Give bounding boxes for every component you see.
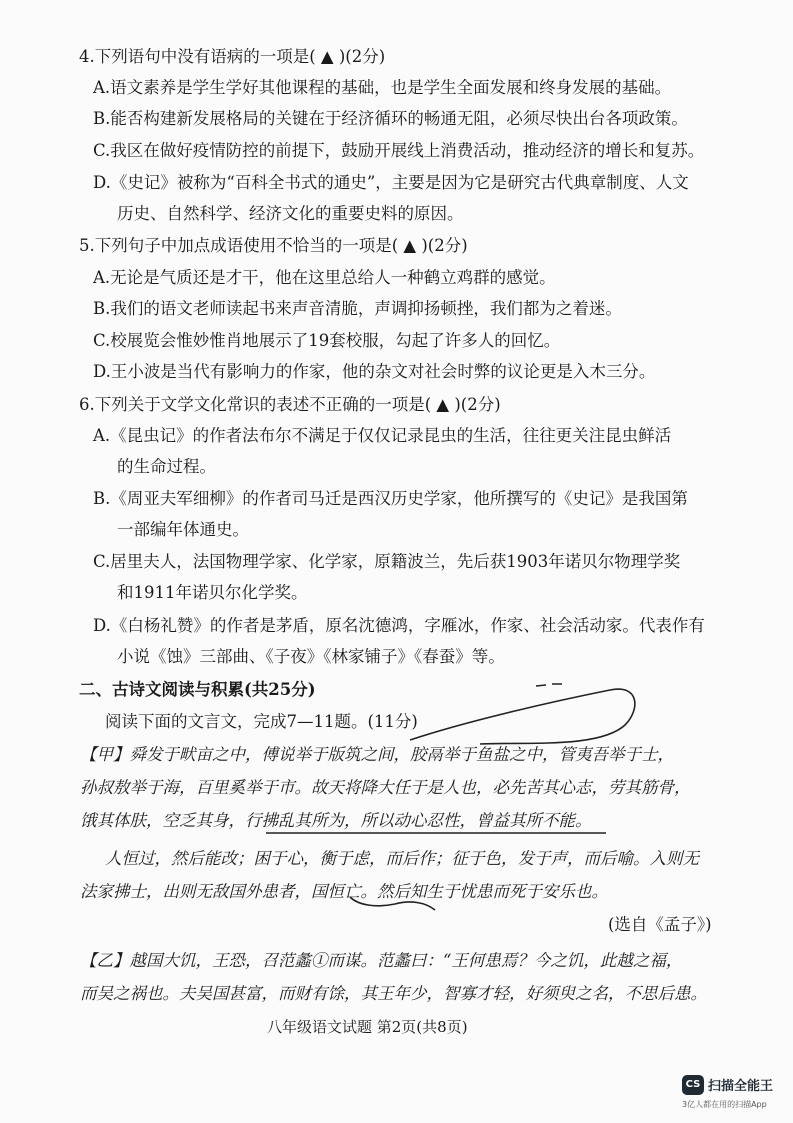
q6-option-b-line1: B.《周亚夫军细柳》的作者司马迁是西汉历史学家，他所撰写的《史记》是我国第 xyxy=(93,489,688,508)
q4-option-a: A.语文素养是学生学好其他课程的基础，也是学生全面发展和终身发展的基础。 xyxy=(93,78,672,97)
scanner-tagline: 3亿人都在用的扫描App xyxy=(682,1100,767,1109)
q5-stem: 5.下列句子中加点成语使用不恰当的一项是( ▲ )(2分) xyxy=(79,236,468,255)
passage-jia-line1: 【甲】舜发于畎亩之中，傅说举于版筑之间，胶鬲举于鱼盐之中，管夷吾举于士， xyxy=(80,745,674,764)
q5-option-b: B.我们的语文老师读起书来声音清脆，声调抑扬顿挫，我们都为之着迷。 xyxy=(93,299,622,318)
q6-option-b-line2: 一部编年体通史。 xyxy=(117,520,249,539)
scanner-app-name: 扫描全能王 xyxy=(708,1079,774,1094)
q4-option-c: C.我区在做好疫情防控的前提下，鼓励开展线上消费活动，推动经济的增长和复苏。 xyxy=(93,141,705,160)
scanner-logo-icon: CS xyxy=(682,1075,704,1095)
q4-stem: 4.下列语句中没有语病的一项是( ▲ )(2分) xyxy=(79,47,386,66)
section2-heading: 二、古诗文阅读与积累(共25分) xyxy=(79,680,316,699)
q5-option-d: D.王小波是当代有影响力的作家，他的杂文对社会时弊的议论更是入木三分。 xyxy=(93,362,656,381)
scanner-watermark xyxy=(682,1073,792,1117)
q4-option-d-line1: D.《史记》被称为“百科全书式的通史”，主要是因为它是研究古代典章制度、人文 xyxy=(93,173,689,192)
passage-jia-line5: 法家拂士，出则无敌国外患者，国恒亡。然后知生于忧患而死于安乐也。 xyxy=(80,882,608,901)
passage-jia-line2: 孙叔敖举于海，百里奚举于市。故天将降大任于是人也，必先苦其心志，劳其筋骨， xyxy=(80,778,691,797)
passage-yi-line2: 而吴之祸也。夫吴国甚富，而财有馀，其王年少，智寡才轻，好须臾之名，不思后患。 xyxy=(80,984,707,1003)
q5-option-c: C.校展览会惟妙惟肖地展示了19套校服，勾起了许多人的回忆。 xyxy=(93,331,561,350)
section2-instruction: 阅读下面的文言文，完成7—11题。(11分) xyxy=(105,712,418,731)
q6-option-c-line2: 和1911年诺贝尔化学奖。 xyxy=(117,583,308,602)
page-footer: 八年级语文试题 第2页(共8页) xyxy=(267,1018,468,1036)
passage-jia-line4: 人恒过，然后能改；困于心，衡于虑，而后作；征于色，发于声，而后喻。入则无 xyxy=(105,849,699,868)
q6-option-a-line1: A.《昆虫记》的作者法布尔不满足于仅仅记录昆虫的生活，往往更关注昆虫鲜活 xyxy=(93,426,672,445)
q6-option-c-line1: C.居里夫人，法国物理学家、化学家，原籍波兰，先后获1903年诺贝尔物理学奖 xyxy=(93,552,681,571)
q4-option-b: B.能否构建新发展格局的关键在于经济循环的畅通无阻，必须尽快出台各项政策。 xyxy=(93,109,688,128)
q4-option-d-line2: 历史、自然科学、经济文化的重要史料的原因。 xyxy=(117,204,464,223)
q5-option-a: A.无论是气质还是才干，他在这里总给人一种鹤立鸡群的感觉。 xyxy=(93,268,556,287)
q6-option-d-line2: 小说《蚀》三部曲、《子夜》《林家铺子》《春蚕》等。 xyxy=(117,647,505,666)
q6-option-a-line2: 的生命过程。 xyxy=(117,457,216,476)
passage-source: (选自《孟子》) xyxy=(608,915,712,934)
passage-yi-line1: 【乙】越国大饥，王恐，召范蠡①而谋。范蠡曰：“王何患焉？今之饥，此越之福， xyxy=(80,951,683,970)
q6-stem: 6.下列关于文学文化常识的表述不正确的一项是( ▲ )(2分) xyxy=(79,395,501,414)
q6-option-d-line1: D.《白杨礼赞》的作者是茅盾，原名沈德鸿，字雁冰，作家、社会活动家。代表作有 xyxy=(93,616,705,635)
passage-jia-line3: 饿其体肤，空乏其身，行拂乱其所为，所以动心忍性，曾益其所不能。 xyxy=(80,811,592,830)
